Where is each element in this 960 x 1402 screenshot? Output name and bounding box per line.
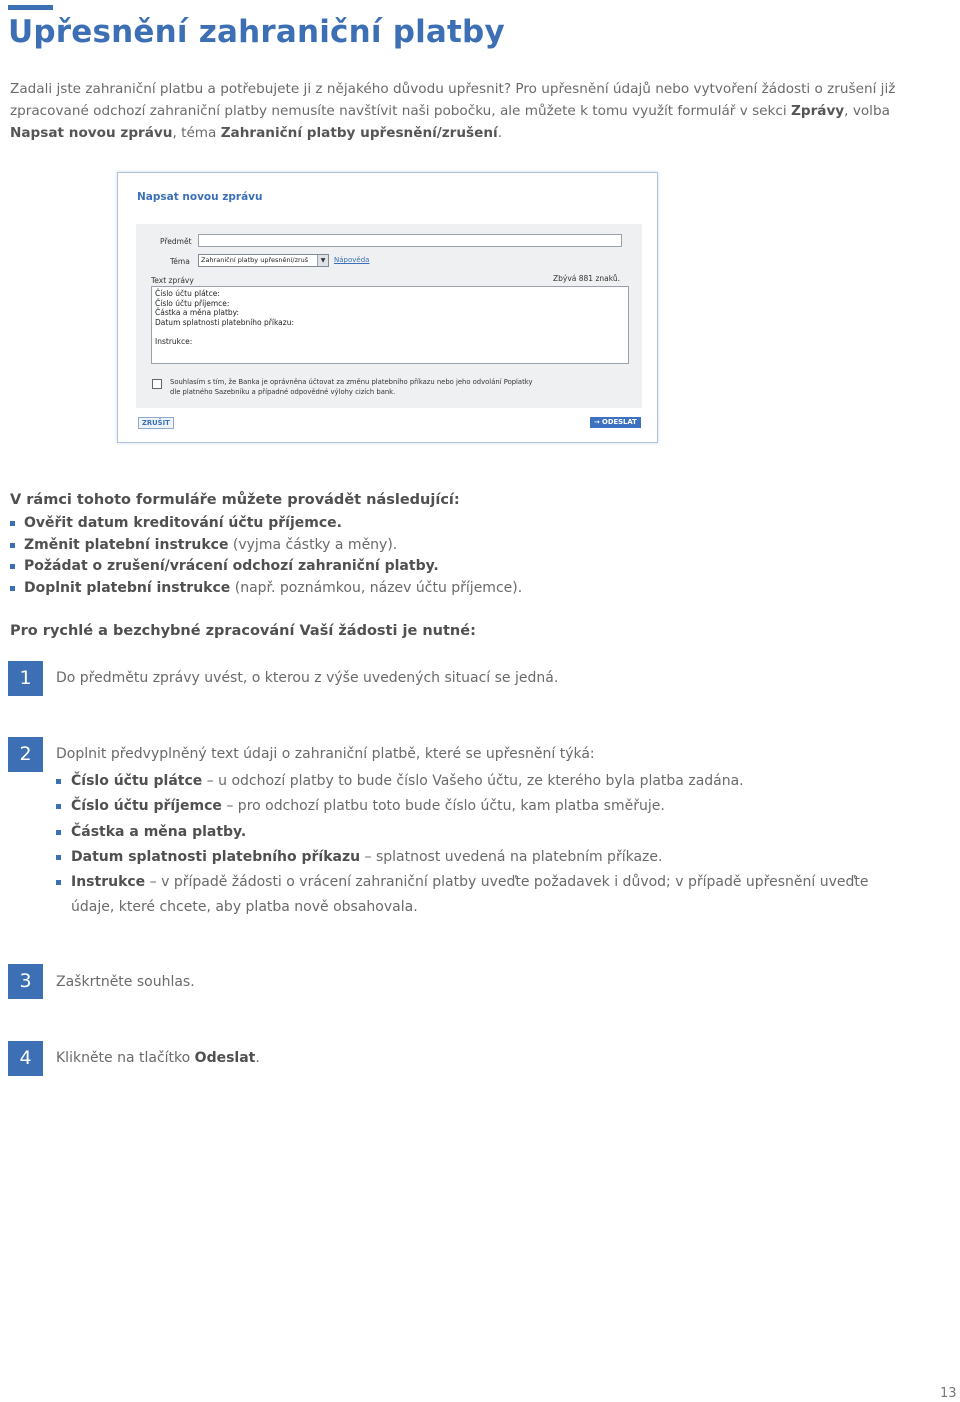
list-item (10, 535, 522, 557)
list-item-bold: Částka a měna platby. (71, 823, 247, 840)
form-heading: Napsat novou zprávu (137, 191, 263, 203)
list-item-text: – u odchozí platby to bude číslo Vašeho účtu, ze kterého byla platba zadána. (202, 773, 744, 789)
list-item-text: – v případě žádosti o vrácení zahraniční platby uveďte požadavek i důvod; v případě upřesnění uveďte údaje, které chcete, aby platba nově obsahovala. (71, 874, 869, 916)
list-item-bold: Ověřit datum kreditování účtu příjemce. (24, 515, 342, 531)
list-item (56, 820, 896, 845)
topic-label: Téma (170, 257, 190, 266)
send-button[interactable]: → ODESLAT (590, 417, 641, 428)
list-item (56, 794, 896, 819)
intro-bold-option: Napsat novou zprávu (10, 125, 173, 141)
list-item (10, 556, 522, 578)
list-item-bold: Změnit platební instrukce (24, 536, 229, 553)
textarea-line: Částka a měna platby: (155, 308, 240, 317)
step-number-badge: 4 (8, 1041, 43, 1076)
consent-line: Souhlasím s tím, že Banka je oprávněna účtovat za změnu platebního příkazu nebo jeho odvolání Poplatky (170, 378, 533, 386)
topic-select[interactable] (198, 254, 329, 267)
list-item (56, 769, 896, 794)
textarea-line: Číslo účtu plátce: (155, 289, 220, 298)
chevron-down-icon[interactable]: ▼ (317, 255, 328, 266)
consent-text (170, 377, 590, 397)
form-screenshot (117, 172, 658, 443)
intro-bold-section: Zprávy (790, 103, 845, 119)
form-panel (136, 224, 642, 408)
page-title: Upřesnění zahraniční platby (8, 14, 505, 50)
list-item (56, 845, 896, 870)
intro-text: , volba (844, 103, 890, 119)
textarea-line: Číslo účtu příjemce: (155, 298, 230, 308)
actions-list (10, 513, 522, 600)
intro-bold-topic: Zahraniční platby upřesnění/zrušení (220, 125, 498, 141)
step-4-text-end: . (255, 1050, 260, 1066)
section-heading-requirements: Pro rychlé a bezchybné zpracování Vaší žádosti je nutné: (10, 623, 476, 639)
step-number-badge: 3 (8, 964, 43, 999)
step-4-text-bold: Odeslat (194, 1050, 256, 1066)
step-1-text: Do předmětu zprávy uvést, o kterou z výše uvedených situací se jedná. (56, 670, 559, 686)
top-accent-bar (8, 5, 53, 10)
consent-line: dle platného Sazebníku a případné odpovědné výlohy cizích bank. (170, 388, 396, 396)
list-item-bold: Požádat o zrušení/vrácení odchozí zahraniční platby. (24, 558, 439, 575)
textarea-line: Datum splatnosti platebního příkazu: (155, 317, 294, 327)
topic-select-value: Zahraniční platby upřesnění/zruš (201, 256, 309, 264)
cancel-button[interactable]: ZRUŠIT (138, 417, 174, 429)
list-item-bold: Číslo účtu plátce (71, 773, 203, 789)
step-number-badge: 2 (8, 737, 43, 772)
subject-input[interactable] (198, 234, 622, 247)
step-2-text: Doplnit předvyplněný text údaji o zahraniční platbě, které se upřesnění týká: (56, 746, 595, 762)
section-heading-actions: V rámci tohoto formuláře můžete provádět následující: (10, 492, 460, 508)
list-item (10, 578, 522, 600)
list-item-text: (např. poznámkou, název účtu příjemce). (230, 580, 523, 597)
list-item-bold: Datum splatnosti platebního příkazu (71, 848, 361, 865)
step-4-text (56, 1050, 260, 1066)
help-link[interactable]: Nápověda (334, 256, 370, 264)
textarea-line: Instrukce: (155, 336, 193, 346)
list-item-bold: Doplnit platební instrukce (24, 580, 231, 597)
subject-label: Předmět (160, 237, 192, 246)
remaining-chars: Zbývá 881 znaků. (553, 274, 620, 283)
step-number-badge: 1 (8, 661, 43, 696)
message-textarea[interactable] (151, 286, 629, 364)
intro-text: Zadali jste zahraniční platbu a potřebujete ji z nějakého důvodu upřesnit? Pro upřesnění údajů nebo vytvoření žádosti o zrušení již zpracované odchozí zahraniční platby nemusíte navštívit naši pobočku, ale můžete k tomu využít formulář v sekci (10, 81, 896, 119)
list-item-text: – pro odchozí platbu toto bude číslo účtu, kam platba směřuje. (221, 798, 665, 815)
intro-text: , téma (172, 125, 221, 141)
step-2-list (56, 769, 896, 921)
intro-text: . (497, 125, 503, 141)
list-item-text: (vyjma částky a měny). (228, 536, 398, 553)
consent-checkbox[interactable] (152, 379, 162, 389)
textarea-line (155, 327, 625, 337)
list-item-text: – splatnost uvedená na platebním příkaze. (360, 848, 663, 865)
step-4-text-plain: Klikněte na tlačítko (56, 1050, 195, 1066)
list-item-bold: Instrukce (71, 874, 146, 891)
list-item-bold: Číslo účtu příjemce (71, 798, 222, 815)
step-3-text: Zaškrtněte souhlas. (56, 974, 195, 990)
list-item (56, 870, 896, 921)
message-text-label: Text zprávy (151, 276, 194, 285)
intro-paragraph (10, 78, 945, 144)
page-number: 13 (940, 1386, 957, 1401)
list-item (10, 513, 522, 535)
